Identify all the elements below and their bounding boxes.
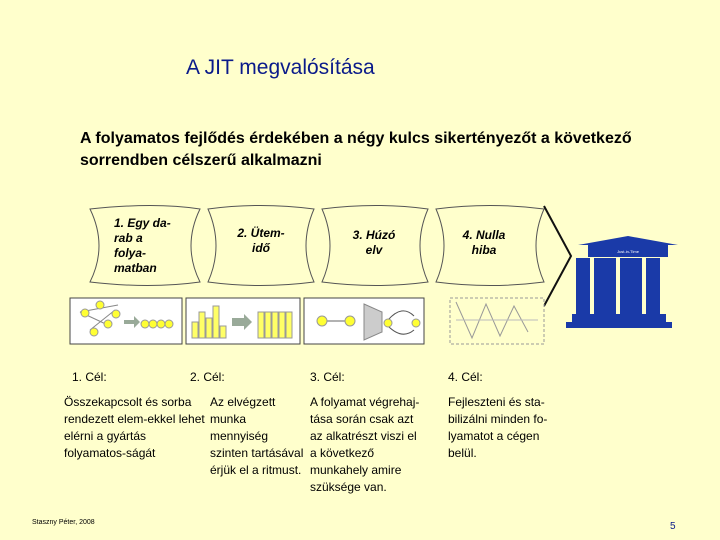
key-factor-3: 3. Húzó elv: [352, 228, 396, 257]
goal-heading-1: 1. Cél:: [72, 370, 107, 384]
chevron-arrow: [544, 206, 571, 306]
intro-text: A folyamatos fejlődés érdekében a négy kulcs sikertényezőt a következő sorrendben célszerű alkalmazni: [80, 130, 632, 169]
svg-text:Just-in-Time: Just-in-Time: [617, 249, 639, 254]
goal-text-4: Fejleszteni és sta-bilizálni minden fo-lyamatot a cégen belül.: [448, 395, 548, 460]
key-factor-4: 4. Nulla hiba: [462, 228, 506, 257]
page-title: A JIT megvalósítása: [186, 56, 375, 79]
goal-heading-2: 2. Cél:: [190, 370, 225, 384]
key-factor-2: 2. Ütem-idő: [237, 226, 285, 255]
temple-illustration: [566, 236, 678, 328]
footer-credit: Staszny Péter, 2008: [32, 519, 95, 526]
illustration-zero-defect: [450, 298, 544, 344]
goal-heading-4: 4. Cél:: [448, 370, 483, 384]
goal-text-2: Az elvégzett munka mennyiség szinten tartásával érjük el a ritmust.: [210, 395, 304, 477]
goal-text-3: A folyamat végrehaj-tása során csak azt az alkatrészt viszi el a következő munkahely amire szüksége van.: [310, 395, 420, 494]
goal-heading-3: 3. Cél:: [310, 370, 345, 384]
page-number: 5: [670, 521, 676, 532]
key-factor-1: 1. Egy da-rab a folya-matban: [114, 216, 171, 275]
illustration-pull: [304, 298, 424, 344]
illustration-takt-time: [186, 298, 300, 344]
illustration-one-piece-flow: [70, 298, 182, 344]
goal-text-1: Összekapcsolt és sorba rendezett elem-ekkel lehet elérni a gyártás folyamatos-ságát: [64, 395, 205, 460]
